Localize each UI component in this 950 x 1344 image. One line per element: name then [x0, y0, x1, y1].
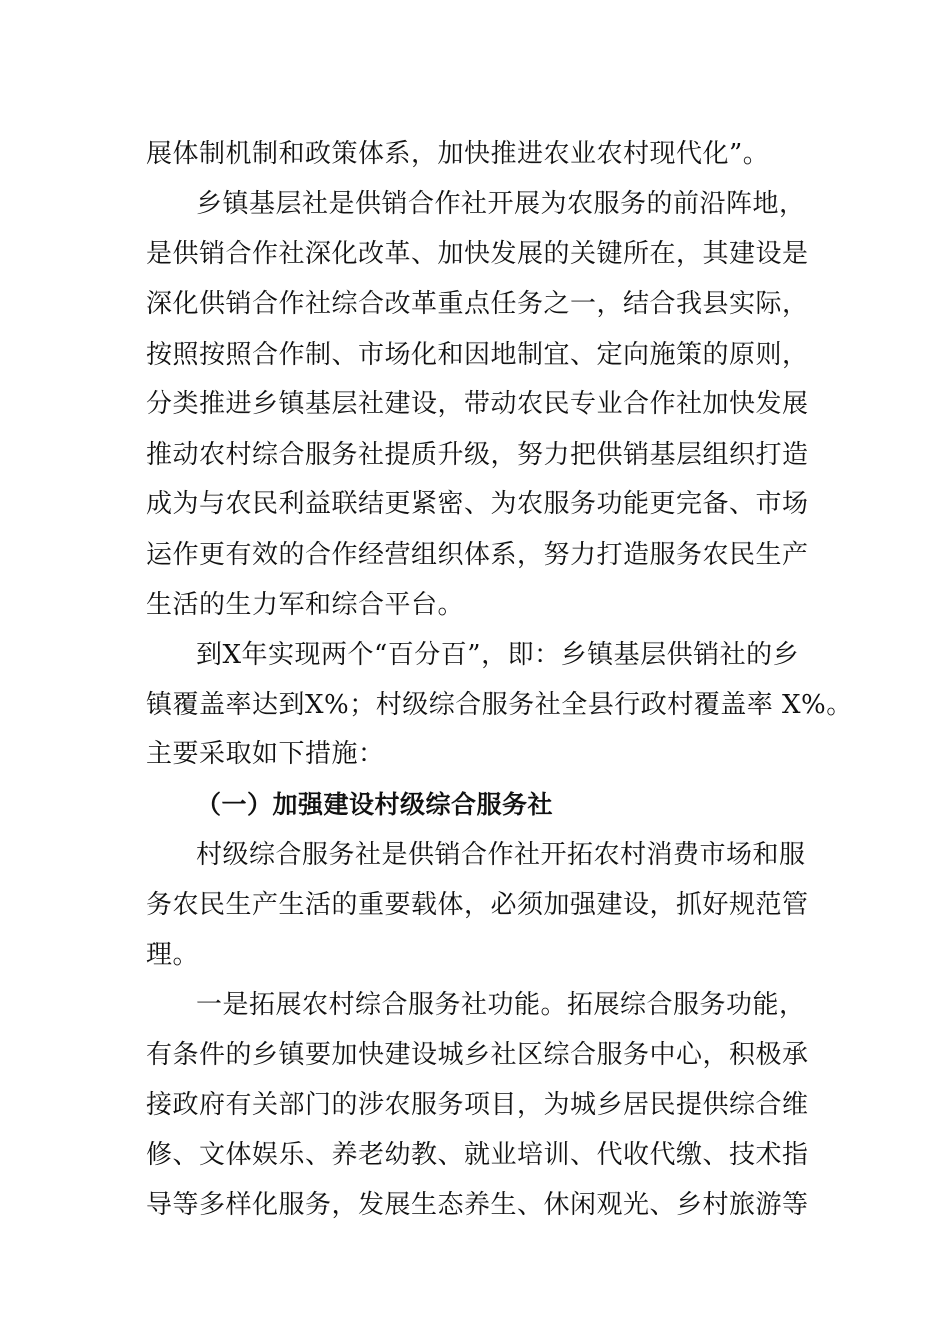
paragraph-line: 展体制机制和政策体系，加快推进农业农村现代化”。	[146, 139, 770, 169]
paragraph-line: 务农民生产生活的重要载体，必须加强建设，抓好规范管	[146, 890, 809, 920]
paragraph-line: 一是拓展农村综合服务社功能。拓展综合服务功能，	[196, 990, 806, 1020]
paragraph-line: 村级综合服务社是供销合作社开拓农村消费市场和服	[196, 840, 806, 870]
paragraph-line: 理。	[146, 940, 200, 970]
paragraph-line: 推动农村综合服务社提质升级，努力把供销基层组织打造	[146, 440, 809, 470]
paragraph-line: 运作更有效的合作经营组织体系，努力打造服务农民生产	[146, 540, 809, 570]
paragraph-line: 有条件的乡镇要加快建设城乡社区综合服务中心，积极承	[146, 1040, 809, 1070]
paragraph-line: 按照按照合作制、市场化和因地制宜、定向施策的原则，	[146, 340, 809, 370]
paragraph-line: 深化供销合作社综合改革重点任务之一，结合我县实际，	[146, 289, 809, 319]
paragraph-line: 主要采取如下措施：	[146, 739, 385, 769]
paragraph-line: 分类推进乡镇基层社建设，带动农民专业合作社加快发展	[146, 389, 809, 419]
paragraph-line: 是供销合作社深化改革、加快发展的关键所在，其建设是	[146, 239, 809, 269]
paragraph-line: 生活的生力军和综合平台。	[146, 590, 465, 620]
paragraph-line: 乡镇基层社是供销合作社开展为农服务的前沿阵地，	[196, 189, 806, 219]
paragraph-line: 镇覆盖率达到X%；村级综合服务社全县行政村覆盖率 X%。	[146, 690, 853, 720]
paragraph-line: 接政府有关部门的涉农服务项目，为城乡居民提供综合维	[146, 1090, 809, 1120]
paragraph-line: 修、文体娱乐、养老幼教、就业培训、代收代缴、技术指	[146, 1140, 809, 1170]
section-heading: （一）加强建设村级综合服务社	[196, 790, 554, 819]
paragraph-line: 成为与农民利益联结更紧密、为农服务功能更完备、市场	[146, 489, 809, 519]
paragraph-line: 到X年实现两个“百分百”，即：乡镇基层供销社的乡	[196, 640, 800, 670]
paragraph-line: 导等多样化服务，发展生态养生、休闲观光、乡村旅游等	[146, 1190, 809, 1220]
